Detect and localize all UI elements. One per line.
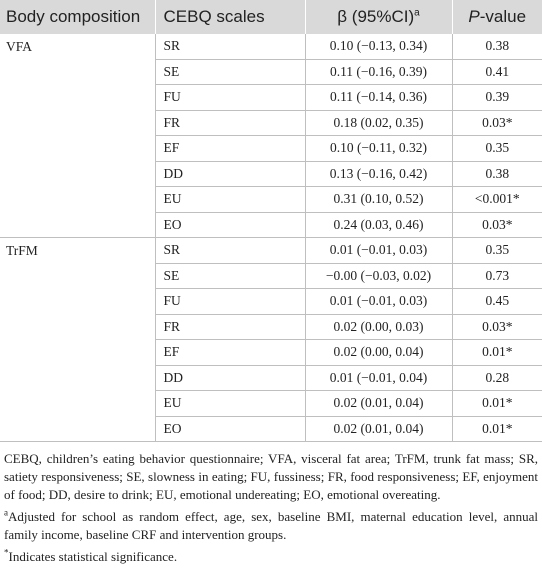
table-body (0, 34, 542, 442)
cell-beta: 0.01 (−0.01, 0.03) (305, 238, 452, 264)
footnote-a-mark: a (4, 507, 8, 518)
cell-scale: EF (155, 136, 305, 162)
header-body-composition: Body composition (0, 0, 155, 34)
group-label: TrFM (0, 238, 155, 442)
cell-pvalue: 0.35 (452, 238, 542, 264)
header-beta-text: β (95%CI) (337, 7, 415, 26)
cell-pvalue: 0.28 (452, 365, 542, 391)
cell-pvalue: 0.38 (452, 34, 542, 59)
footnote-a-text: Adjusted for school as random effect, age, sex, baseline BMI, maternal education level, annual family income, baseline CRF and intervention groups. (4, 509, 538, 542)
cell-beta: 0.01 (−0.01, 0.04) (305, 365, 452, 391)
cell-beta: 0.11 (−0.16, 0.39) (305, 59, 452, 85)
footnote-a (4, 508, 538, 544)
cell-scale: FR (155, 110, 305, 136)
table-header (0, 0, 542, 34)
cell-scale: EU (155, 187, 305, 213)
cell-scale: EO (155, 212, 305, 238)
cell-beta: 0.10 (−0.11, 0.32) (305, 136, 452, 162)
cell-pvalue: 0.03* (452, 212, 542, 238)
cell-scale: SE (155, 263, 305, 289)
cell-pvalue: 0.45 (452, 289, 542, 315)
header-pvalue (452, 0, 542, 34)
table-row (0, 238, 542, 264)
cell-beta: 0.13 (−0.16, 0.42) (305, 161, 452, 187)
cell-beta: 0.01 (−0.01, 0.03) (305, 289, 452, 315)
cell-scale: EU (155, 391, 305, 417)
table-row (0, 34, 542, 59)
cell-pvalue: 0.03* (452, 110, 542, 136)
cell-beta: 0.31 (0.10, 0.52) (305, 187, 452, 213)
footnote-star-text: Indicates statistical significance. (8, 549, 178, 564)
cell-beta: 0.02 (0.00, 0.04) (305, 340, 452, 366)
header-row (0, 0, 542, 34)
cell-beta: 0.24 (0.03, 0.46) (305, 212, 452, 238)
cell-pvalue: 0.73 (452, 263, 542, 289)
cell-pvalue: 0.03* (452, 314, 542, 340)
cell-pvalue: 0.41 (452, 59, 542, 85)
table-notes (0, 442, 542, 566)
cell-scale: FR (155, 314, 305, 340)
cell-scale: EO (155, 416, 305, 442)
cell-scale: DD (155, 161, 305, 187)
abbreviations-note: CEBQ, children’s eating behavior questionnaire; VFA, visceral fat area; TrFM, trunk fat mass; SR, satiety responsiveness; SE, slowness in eating; FU, fussiness; FR, food responsiveness; EF, enjoyment of food; DD, desire to drink; EU, emotional undereating; EO, emotional overeating. (4, 451, 538, 502)
header-pvalue-italic: P (468, 7, 480, 26)
cell-beta: 0.11 (−0.14, 0.36) (305, 85, 452, 111)
footnote-star (4, 548, 538, 566)
cell-beta: 0.02 (0.00, 0.03) (305, 314, 452, 340)
cell-beta: −0.00 (−0.03, 0.02) (305, 263, 452, 289)
cell-scale: DD (155, 365, 305, 391)
cell-pvalue: <0.001* (452, 187, 542, 213)
cell-beta: 0.02 (0.01, 0.04) (305, 416, 452, 442)
cell-scale: SE (155, 59, 305, 85)
cell-pvalue: 0.01* (452, 416, 542, 442)
cell-pvalue: 0.01* (452, 391, 542, 417)
header-cebq-scales: CEBQ scales (155, 0, 305, 34)
cell-scale: FU (155, 289, 305, 315)
cell-pvalue: 0.39 (452, 85, 542, 111)
cell-beta: 0.10 (−0.13, 0.34) (305, 34, 452, 59)
cell-pvalue: 0.01* (452, 340, 542, 366)
cell-beta: 0.18 (0.02, 0.35) (305, 110, 452, 136)
cell-pvalue: 0.38 (452, 161, 542, 187)
cell-scale: EF (155, 340, 305, 366)
header-pvalue-rest: -value (479, 7, 527, 26)
cell-scale: SR (155, 34, 305, 59)
cell-beta: 0.02 (0.01, 0.04) (305, 391, 452, 417)
cell-scale: SR (155, 238, 305, 264)
header-beta-footnote-mark: a (414, 7, 420, 19)
group-label: VFA (0, 34, 155, 238)
cell-pvalue: 0.35 (452, 136, 542, 162)
header-beta (305, 0, 452, 34)
cell-scale: FU (155, 85, 305, 111)
footnote-star-mark: * (4, 547, 9, 558)
